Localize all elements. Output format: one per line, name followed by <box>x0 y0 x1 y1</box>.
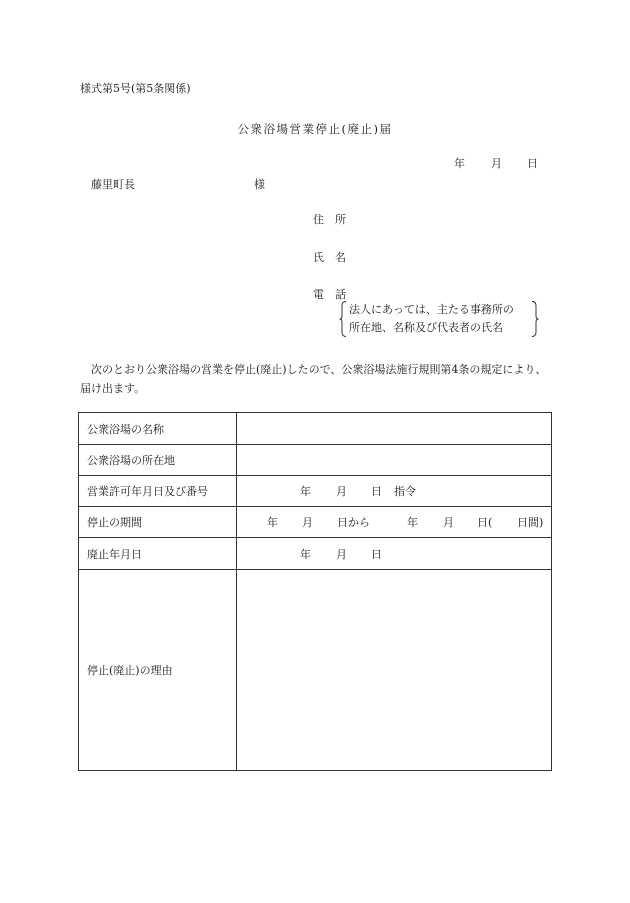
address-label-char-2: 所 <box>335 213 346 226</box>
corporate-note <box>344 301 536 337</box>
date-month: 月 <box>491 157 502 170</box>
form-number: 様式第5号(第5条関係) <box>80 82 191 95</box>
table-row <box>79 413 552 445</box>
period-end-month: 月 <box>443 516 454 529</box>
table-row <box>79 570 552 771</box>
reason-field[interactable] <box>237 570 552 771</box>
name-label-char-2: 名 <box>335 251 346 264</box>
permit-year: 年 <box>300 485 311 498</box>
bathhouse-location-field[interactable] <box>237 445 552 476</box>
notification-table <box>78 412 552 771</box>
closure-day: 日 <box>371 547 382 561</box>
suspension-period-label: 停止の期間 <box>79 507 237 538</box>
name-label <box>313 249 357 265</box>
addressee-honorific: 様 <box>254 178 265 191</box>
date-day: 日 <box>527 157 538 170</box>
phone-label <box>313 286 357 302</box>
closure-date-field[interactable] <box>237 538 552 570</box>
period-end-year: 年 <box>407 516 418 529</box>
phone-label-char-2: 話 <box>335 288 346 301</box>
bathhouse-location-label: 公衆浴場の所在地 <box>79 445 237 476</box>
table-row <box>79 507 552 538</box>
left-bracket-icon <box>339 301 347 337</box>
name-label-char-1: 氏 <box>313 251 324 264</box>
bathhouse-name-label: 公衆浴場の名称 <box>79 413 237 445</box>
table-row <box>79 445 552 476</box>
document-title: 公衆浴場営業停止(廃止)届 <box>237 122 393 136</box>
closure-year: 年 <box>300 547 311 561</box>
permit-month: 月 <box>336 485 347 498</box>
phone-label-char-1: 電 <box>313 288 324 301</box>
closure-date-label: 廃止年月日 <box>79 538 237 570</box>
corporate-note-line-2: 所在地、名称及び代表者の氏名 <box>349 321 503 334</box>
period-start-day: 日から <box>337 516 370 529</box>
addressee-name: 藤里町長 <box>91 178 135 191</box>
permit-directive: 指令 <box>394 485 416 498</box>
permit-day: 日 <box>371 485 382 498</box>
bathhouse-name-field[interactable] <box>237 413 552 445</box>
closure-month: 月 <box>336 547 347 561</box>
corporate-note-line-1: 法人にあっては、主たる事務所の <box>349 303 514 316</box>
date-year: 年 <box>454 157 465 170</box>
table-row <box>79 538 552 570</box>
period-end-day: 日( <box>477 516 493 529</box>
permit-date-number-field[interactable] <box>237 476 552 507</box>
submission-date <box>454 155 538 171</box>
reason-label: 停止(廃止)の理由 <box>79 570 237 771</box>
period-start-month: 月 <box>302 516 313 529</box>
table-row <box>79 476 552 507</box>
period-days: 日間) <box>517 516 544 529</box>
right-bracket-icon <box>531 301 539 337</box>
permit-date-number-label: 営業許可年月日及び番号 <box>79 476 237 507</box>
address-label-char-1: 住 <box>313 213 324 226</box>
suspension-period-field[interactable] <box>237 507 552 538</box>
address-label <box>313 211 357 227</box>
notification-body-text: 次のとおり公衆浴場の営業を停止(廃止)したので、公衆浴場法施行規則第4条の規定により、届け出ます。 <box>80 363 547 395</box>
period-start-year: 年 <box>267 516 278 529</box>
